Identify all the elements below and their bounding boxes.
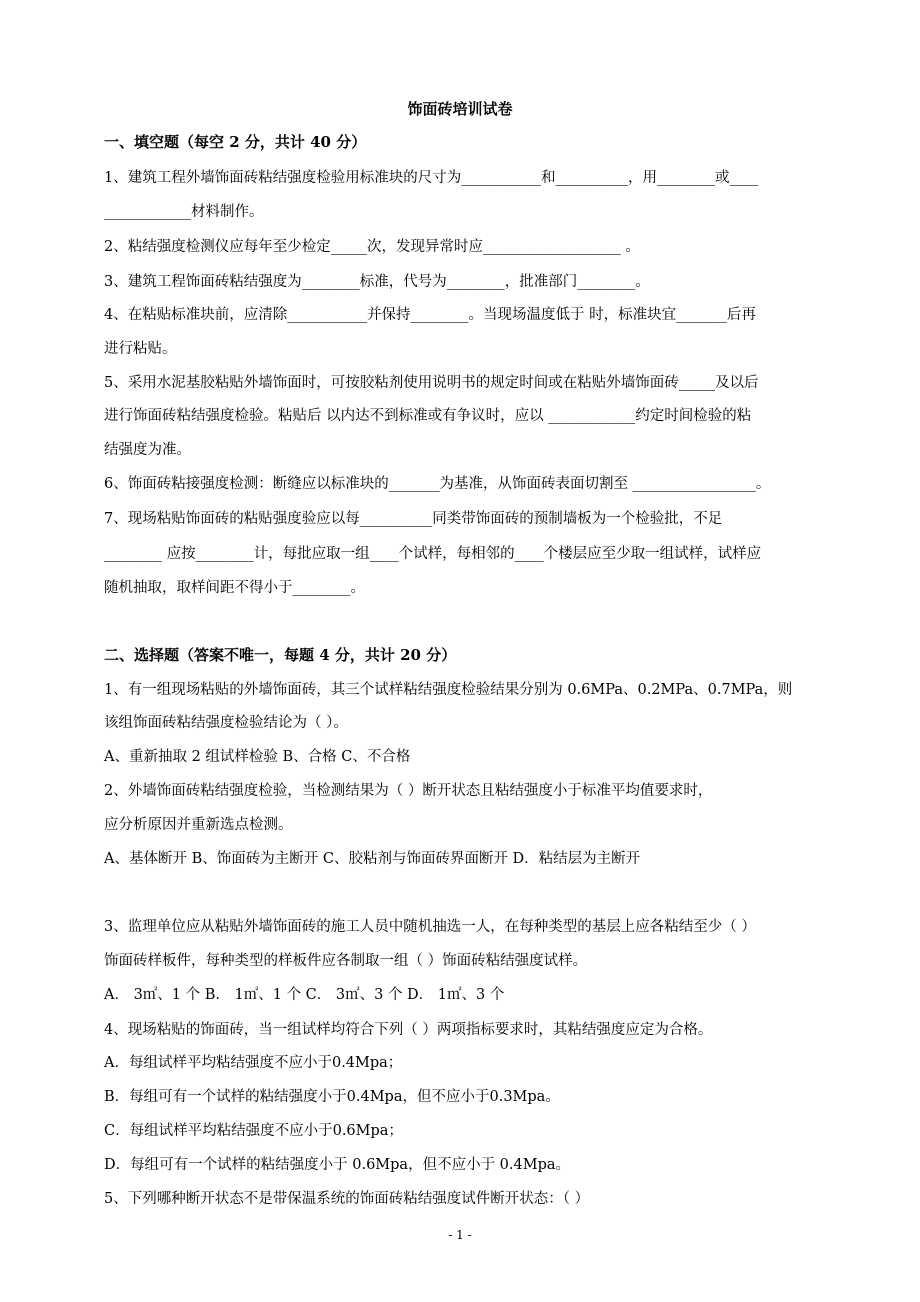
section2-line: A．每组试样平均粘结强度不应小于0.4Mpa； [104, 1055, 403, 1071]
section2-line: 2、外墙饰面砖粘结强度检验，当检测结果为（ ）断开状态且粘结强度小于标准平均值要求时， [104, 783, 713, 799]
section1-heading: 一、填空题（每空 2 分，共计 40 分） [104, 133, 367, 151]
page-number: - 1 - [448, 1228, 472, 1242]
section2-line: 5、下列哪种断开状态不是带保温系统的饰面砖粘结强度试件断开状态：（ ） [104, 1191, 590, 1207]
section2-line: 3、监理单位应从粘贴外墙饰面砖的施工人员中随机抽选一人，在每种类型的基层上应各粘结至少（ ） [104, 919, 756, 935]
section2-line: C．每组试样平均粘结强度不应小于0.6Mpa； [104, 1123, 403, 1139]
section1-line: ________ 应按________计，每批应取一组____个试样，每相邻的____个楼层应至少取一组试样，试样应 [104, 546, 762, 562]
section1-line: 进行饰面砖粘结强度检验。粘贴后 以内达不到标准或有争议时，应以 ____________约定时间检验的粘 [104, 408, 752, 424]
section2-line: A、重新抽取 2 组试样检验 B、合格 C、不合格 [104, 749, 411, 765]
section1-line: 随机抽取，取样间距不得小于________。 [104, 580, 365, 596]
section2-line: 饰面砖样板件，每种类型的样板件应各制取一组（ ）饰面砖粘结强度试样。 [104, 953, 588, 969]
section1-line: 3、建筑工程饰面砖粘结强度为________标准，代号为________，批准部门________。 [104, 274, 650, 290]
section1-line: 6、饰面砖粘接强度检测：断缝应以标准块的_______为基准，从饰面砖表面切割至 _________________。 [104, 476, 771, 492]
section2-line: 1、有一组现场粘贴的外墙饰面砖，其三个试样粘结强度检验结果分别为 0.6MPa、0.2MPa、0.7MPa，则 [104, 682, 793, 698]
section1-line: 5、采用水泥基胶粘贴外墙饰面时，可按胶粘剂使用说明书的规定时间或在粘贴外墙饰面砖_____及以后 [104, 375, 759, 391]
section1-line: 进行粘贴。 [104, 341, 177, 357]
section2-line: A、基体断开 B、饰面砖为主断开 C、胶粘剂与饰面砖界面断开 D．粘结层为主断开 [104, 851, 641, 867]
page-title: 饰面砖培训试卷 [407, 100, 513, 118]
section1-line: 2、粘结强度检测仪应每年至少检定_____次，发现异常时应___________________ 。 [104, 239, 640, 255]
section2-heading: 二、选择题（答案不唯一，每题 4 分，共计 20 分） [104, 646, 457, 664]
section2-line: B．每组可有一个试样的粘结强度小于0.4Mpa，但不应小于0.3Mpa。 [104, 1089, 560, 1105]
section2-line: A． 3㎡、1 个 B． 1㎡、1 个 C． 3㎡、3 个 D． 1㎡、3 个 [104, 987, 505, 1003]
section2-line: 该组饰面砖粘结强度检验结论为（ ）。 [104, 715, 348, 731]
section2-line: D．每组可有一个试样的粘结强度小于 0.6Mpa，但不应小于 0.4Mpa。 [104, 1157, 571, 1173]
section2-line: 4、现场粘贴的饰面砖，当一组试样均符合下列（ ）两项指标要求时，其粘结强度应定为合格。 [104, 1022, 713, 1038]
section1-line: 结强度为准。 [104, 442, 191, 458]
section1-line: 1、建筑工程外墙饰面砖粘结强度检验用标准块的尺寸为___________和__________，用________或____ [104, 170, 759, 186]
section1-line: 7、现场粘贴饰面砖的粘贴强度验应以每__________同类带饰面砖的预制墙板为一个检验批，不足 [104, 511, 723, 527]
section1-line: ____________材料制作。 [104, 204, 264, 220]
section1-line: 4、在粘贴标准块前，应清除___________并保持________。当现场温度低于 时，标准块宜_______后再 [104, 307, 756, 323]
section2-line: 应分析原因并重新选点检测。 [104, 817, 293, 833]
